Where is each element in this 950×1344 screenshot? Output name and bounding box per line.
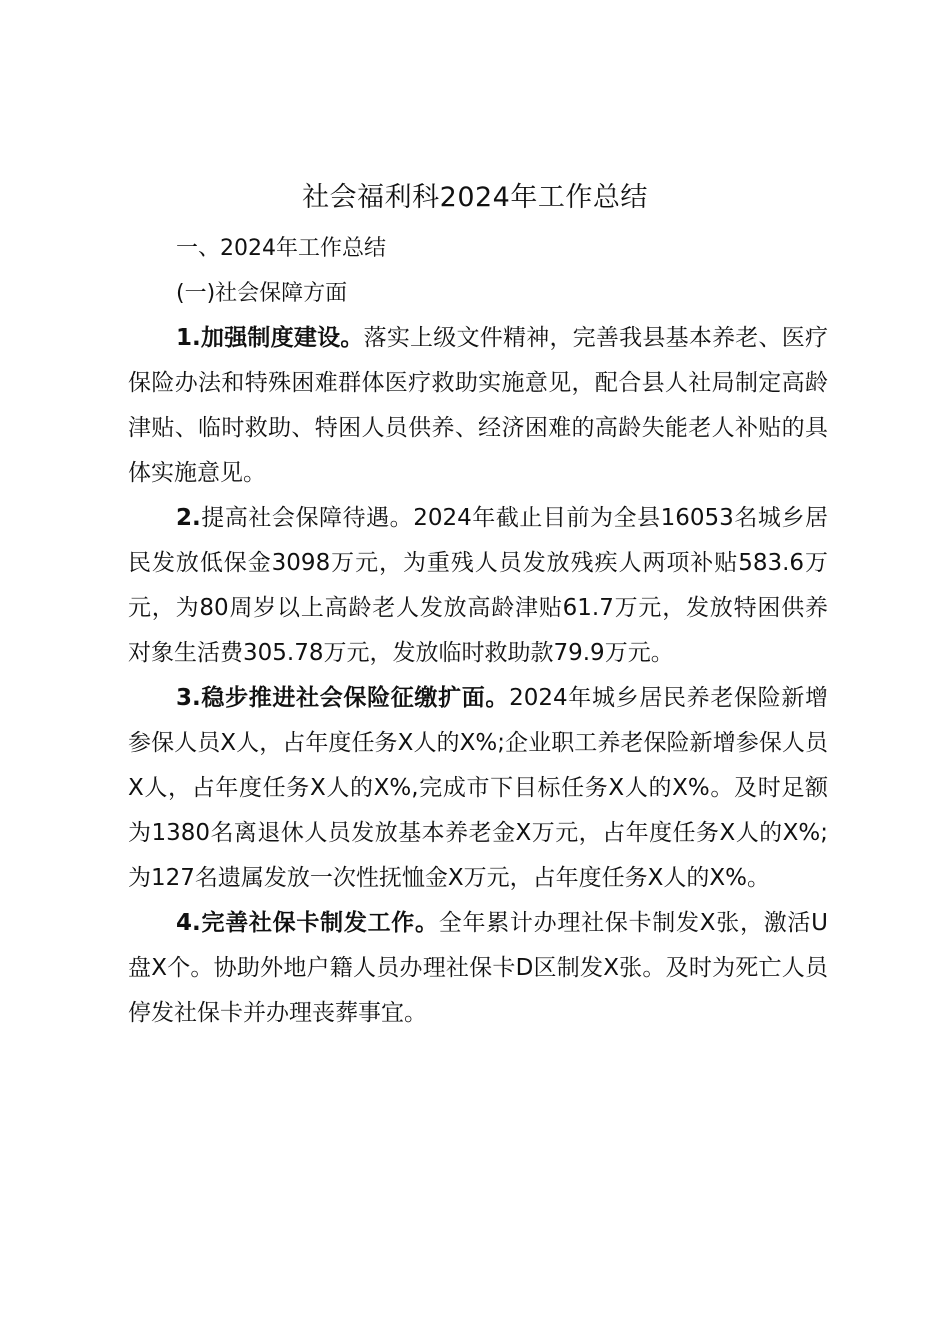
paragraph-text: 提高社会保障待遇。2024年截止目前为全县16053名城乡居民发放低保金3098万元，为重残人员发放残疾人两项补贴583.6万元，为80周岁以上高龄老人发放高龄津贴61.7万元，发放特困供养对象生活费305.78万元，发放临时救助款79.9万元。 bbox=[128, 505, 828, 666]
paragraph-3 bbox=[128, 676, 828, 901]
document-body bbox=[128, 226, 828, 1036]
paragraph-lead: 2. bbox=[176, 505, 201, 531]
paragraph-lead: 4.完善社保卡制发工作。 bbox=[176, 910, 439, 936]
paragraph-lead: 1.加强制度建设。 bbox=[176, 325, 364, 351]
document-title: 社会福利科2024年工作总结 bbox=[302, 182, 648, 213]
paragraph-1 bbox=[128, 316, 828, 496]
paragraph-text: 落实上级文件精神，完善我县基本养老、医疗保险办法和特殊困难群体医疗救助实施意见，配合县人社局制定高龄津贴、临时救助、特困人员供养、经济困难的高龄失能老人补贴的具体实施意见。 bbox=[128, 325, 828, 486]
subsection-heading: (一)社会保障方面 bbox=[176, 281, 348, 306]
paragraph-2 bbox=[128, 496, 828, 676]
paragraph-text: 全年累计办理社保卡制发X张，激活U盘X个。协助外地户籍人员办理社保卡D区制发X张。及时为死亡人员停发社保卡并办理丧葬事宜。 bbox=[128, 910, 828, 1026]
paragraph-4 bbox=[128, 901, 828, 1036]
section-heading: 一、2024年工作总结 bbox=[176, 236, 386, 261]
paragraph-text: 2024年城乡居民养老保险新增参保人员X人，占年度任务X人的X%;企业职工养老保险新增参保人员X人，占年度任务X人的X%,完成市下目标任务X人的X%。及时足额为1380名离退休人员发放基本养老金X万元，占年度任务X人的X%;为127名遗属发放一次性抚恤金X万元，占年度任务X人的X%。 bbox=[128, 685, 828, 891]
paragraph-lead: 3.稳步推进社会保险征缴扩面。 bbox=[176, 685, 510, 711]
